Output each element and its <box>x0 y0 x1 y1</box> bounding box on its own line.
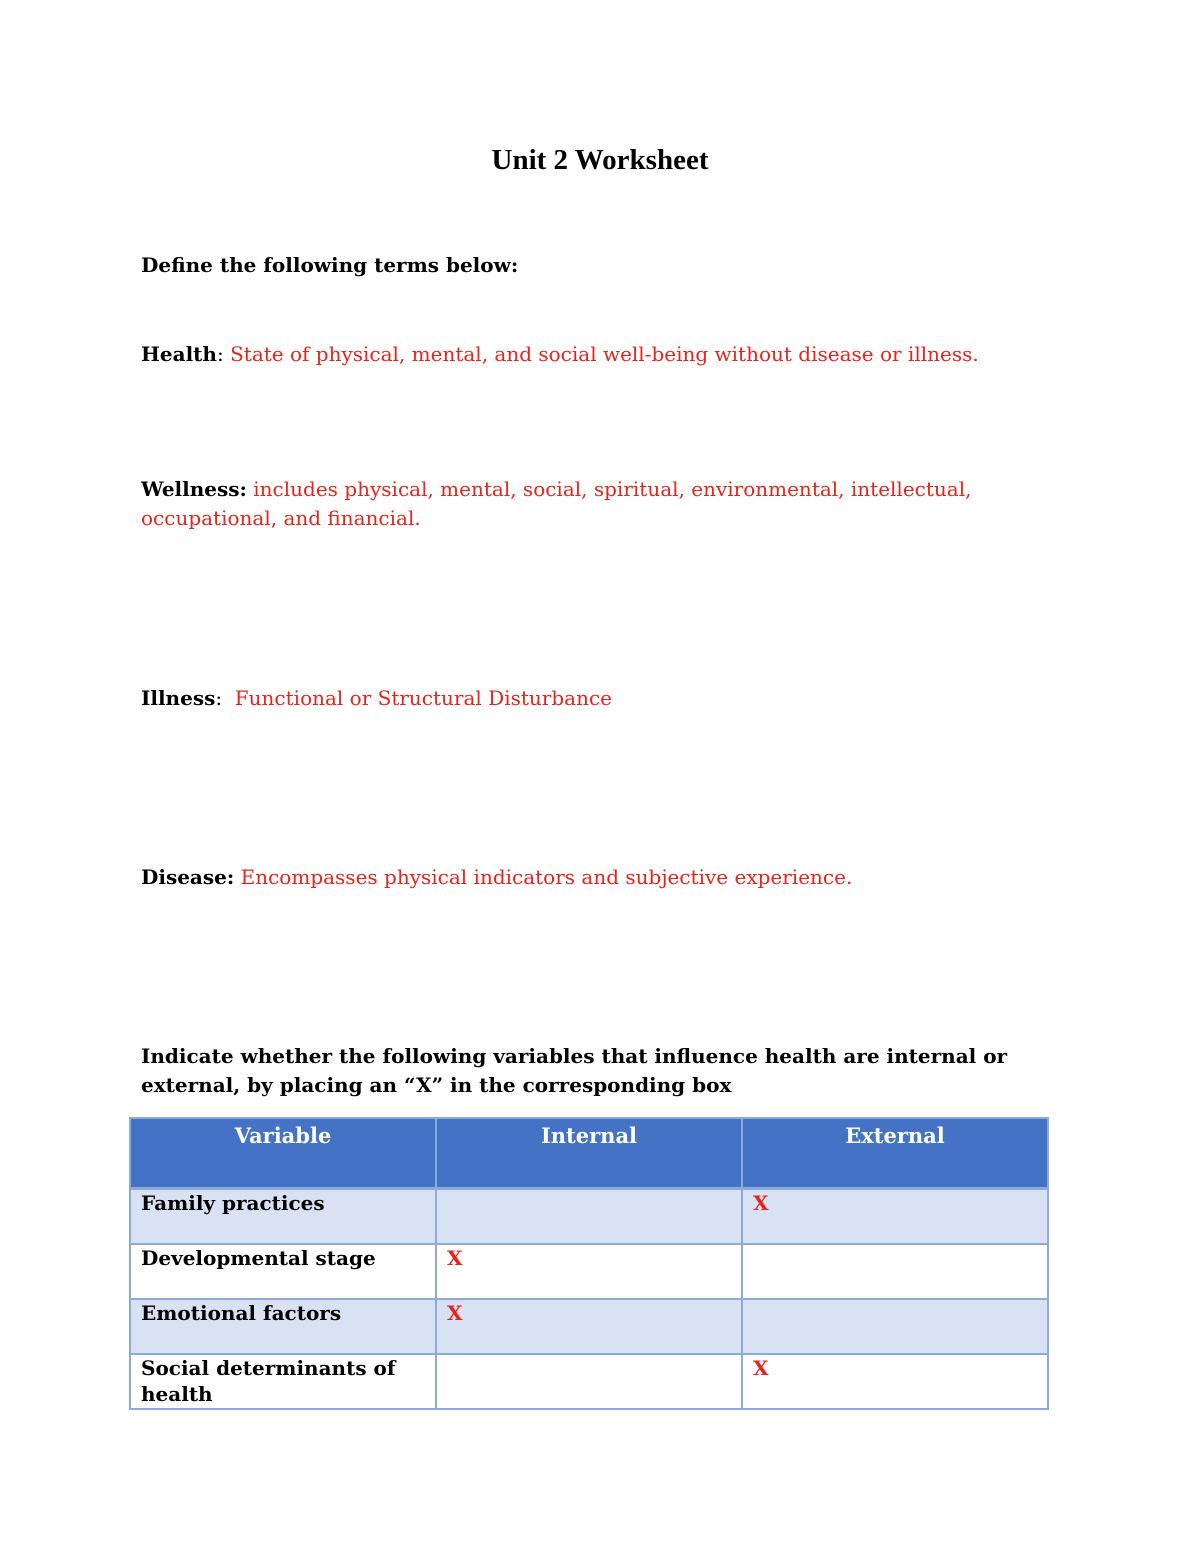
internal-cell[interactable]: X <box>436 1299 742 1354</box>
term-answer[interactable]: State of physical, mental, and social well-being without disease or illness. <box>230 342 979 366</box>
table-row <box>130 1299 1048 1354</box>
definition-wellness <box>141 475 1051 533</box>
term-label: Disease: <box>141 865 235 889</box>
variable-cell: Developmental stage <box>130 1244 436 1299</box>
external-cell[interactable] <box>742 1244 1048 1299</box>
header-external: External <box>742 1118 1048 1189</box>
header-variable: Variable <box>130 1118 436 1189</box>
definition-disease <box>141 863 1051 892</box>
internal-cell[interactable] <box>436 1189 742 1245</box>
variable-cell: Family practices <box>130 1189 436 1245</box>
term-answer[interactable]: Functional or Structural Disturbance <box>234 686 612 710</box>
variable-cell: Emotional factors <box>130 1299 436 1354</box>
external-cell[interactable]: X <box>742 1354 1048 1409</box>
definition-illness <box>141 684 1051 713</box>
term-separator: : <box>216 342 231 366</box>
table-instructions: Indicate whether the following variables that influence health are internal or external, by placing an “X” in the corresponding box <box>141 1044 1008 1097</box>
external-cell[interactable]: X <box>742 1189 1048 1245</box>
variables-table <box>129 1117 1049 1410</box>
page-title: Unit 2 Worksheet <box>491 144 709 176</box>
definitions-prompt: Define the following terms below: <box>141 253 519 277</box>
internal-cell[interactable] <box>436 1354 742 1409</box>
internal-cell[interactable]: X <box>436 1244 742 1299</box>
term-answer[interactable]: Encompasses physical indicators and subjective experience. <box>240 865 853 889</box>
term-separator: : <box>215 686 235 710</box>
term-answer[interactable]: includes physical, mental, social, spiritual, environmental, intellectual, occupational, and financial. <box>141 477 972 530</box>
table-row <box>130 1244 1048 1299</box>
table-row <box>130 1354 1048 1409</box>
term-label: Illness <box>141 686 216 710</box>
table-header-row <box>130 1118 1048 1189</box>
table-row <box>130 1189 1048 1245</box>
header-internal: Internal <box>436 1118 742 1189</box>
definition-health <box>141 340 1051 369</box>
term-label: Wellness: <box>141 477 247 501</box>
external-cell[interactable] <box>742 1299 1048 1354</box>
variable-cell: Social determinants of health <box>130 1354 436 1409</box>
term-label: Health <box>141 342 217 366</box>
